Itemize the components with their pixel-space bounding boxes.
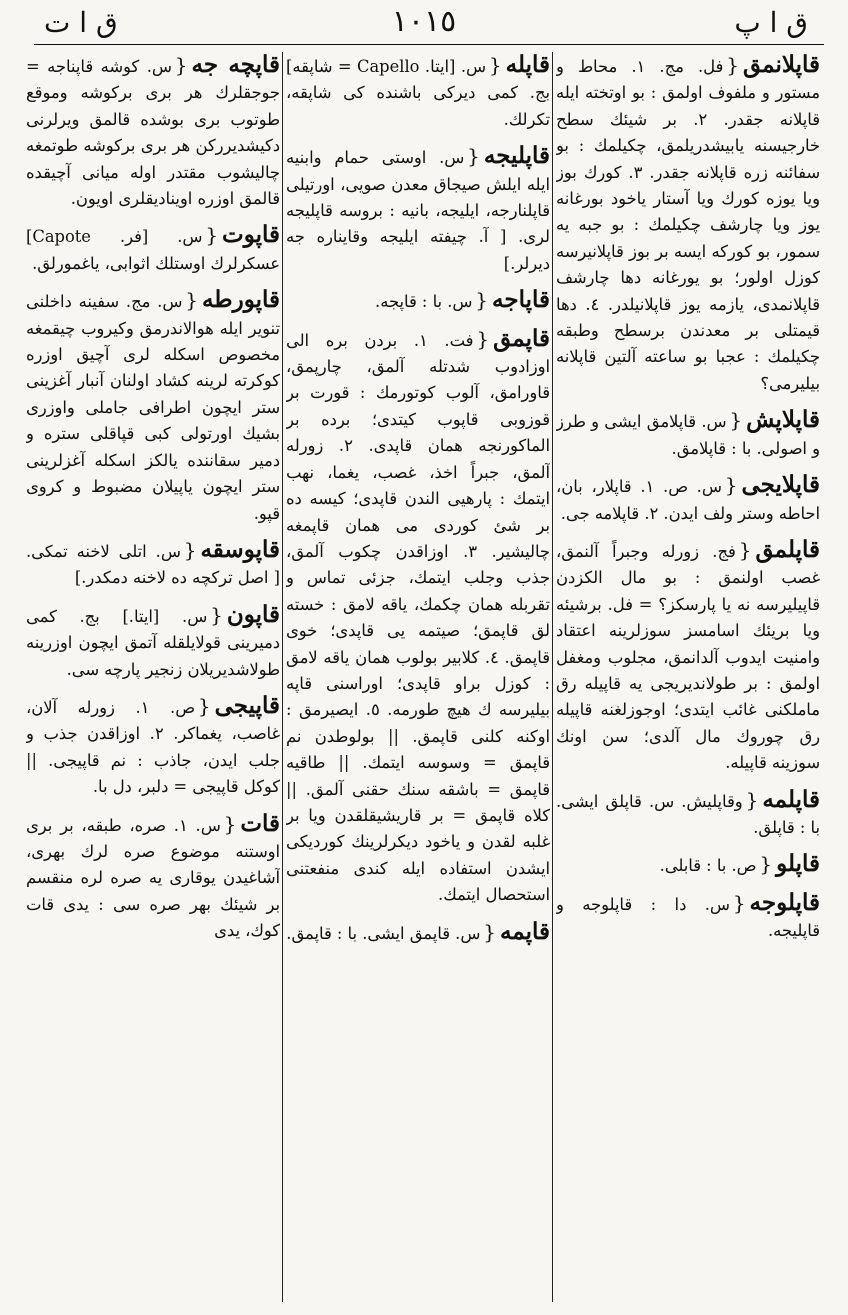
running-head-left: ق ا ت	[44, 6, 118, 39]
column-left	[26, 52, 280, 1302]
definition: ص. ١. زورله آلان، غاصب، يغماكر. ٢. اوزاقدن جذب و جلب ايدن، جاذب : نم قاپيجی. || كوكل قاپيجی = دلبر، دل با.	[26, 697, 280, 797]
brace-icon: {	[726, 53, 739, 77]
dictionary-entry	[286, 919, 550, 947]
brace-icon: {	[210, 602, 223, 627]
dictionary-entry	[26, 287, 280, 527]
brace-icon: {	[732, 890, 746, 915]
headword: قاپلو	[776, 850, 820, 878]
definition: س. [ايتا. Capello = شاپقه] بج. كمی ديركی باشنده كی شاپقه، تكرلك.	[286, 57, 550, 129]
definition: س. اوستی حمام وابنيه ايله ايلش صيجاق معدن صويی، اورتيلی قاپلنارجه، ايليجه، بانيه : بروسه قاپليجه لری. [ آ. چيفته ايليجه وقايناره جه ديرلر.]	[286, 148, 550, 273]
definition: س. با : قاپجه.	[375, 292, 473, 312]
definition: س. ص. ١. قاپلار، بان، احاطه وستر ولف ايدن. ٢. قاپلامه جی.	[556, 477, 820, 523]
headword: قاپلايجی	[741, 471, 820, 499]
definition: ص. با : قابلی.	[659, 856, 757, 876]
headword: قاپمه	[499, 917, 550, 945]
headword: قاپلوجه	[749, 888, 820, 916]
headword: قاپورطه	[201, 286, 280, 314]
dictionary-entry	[26, 602, 280, 683]
dictionary-entry	[26, 52, 280, 212]
brace-icon: {	[724, 473, 738, 498]
column-divider	[282, 52, 283, 1302]
dictionary-entry	[26, 811, 280, 945]
brace-icon: {	[223, 811, 237, 836]
brace-icon: {	[185, 288, 198, 313]
headword: قات	[240, 809, 280, 837]
dictionary-entry	[556, 537, 820, 777]
definition: س. مج. سفينه داخلنی تنوير ايله هوالاندرمق وكيروب چيقمغه مخصوص اسكله لری آچيق اوزره كوكرته لرينه كشاد اولنان آنبار آغزينی ستر ايچون اطرافی جاملی واوزری بشيك اورتولی كبی قپاقلی ستره و دمير سقاننده يالكز اسكله آغزلرينی ستر ايچون ياپيلان مضبوط و كروی قپو.	[26, 292, 280, 523]
brace-icon: {	[183, 537, 197, 562]
dictionary-entry	[26, 222, 280, 277]
dictionary-entry	[556, 890, 820, 945]
column-right	[556, 52, 820, 1302]
definition: س. دا : قاپلوجه و قاپليجه.	[556, 894, 820, 941]
headword: قاپيجی	[214, 691, 280, 719]
page-header	[0, 0, 848, 44]
column-divider	[552, 52, 553, 1302]
definition: س. قاپمق ايشی. با : قاپمق.	[286, 923, 481, 943]
definition: فج. زورله وجبراً آلنمق، غصب اولنمق : بو مال الكزدن قاپيليرسه نه يا پارسكز؟ = فل. برشيئه ويا بريئك اسامسز سوزلرينه اعتقاد وامنيت ايدوب آلدانمق، مجلوب ومغفل اولمق : بر طولانديريجی يه قاپيله رق ماملكنی غائب ايتدی؛ اوجوزلغنه قاپيله رق چوروك مال آلدی؛ سن اونك سوزينه قاپيله.	[556, 541, 820, 773]
dictionary-columns	[26, 52, 820, 1302]
page-number: ١٠١٥	[391, 4, 457, 39]
brace-icon: {	[197, 693, 211, 718]
definition: س. كوشه قاپناجه = جوجقلرك هر بری بركوشه وموقع طوتوب بری بوشده قالمق ويرلرنی دكيشديرركن هر بری بركوشه طوتمغه چاليشوب مقتدر اوله ميانی آچيقده قالمق اوزره اويناديقلری اويون.	[26, 57, 280, 209]
brace-icon: {	[467, 144, 480, 169]
definition: وقاپليش. س. قاپلق ايشی. با : قاپلق.	[556, 791, 820, 837]
brace-icon: {	[205, 223, 219, 248]
dictionary-entry	[556, 851, 820, 879]
headword: قاپوسقه	[200, 535, 280, 563]
headword: قاپاجه	[492, 286, 550, 314]
brace-icon: {	[759, 852, 773, 877]
headword: قاپون	[226, 600, 280, 628]
brace-icon: {	[738, 537, 752, 562]
headword: قاپله	[505, 52, 550, 78]
brace-icon: {	[483, 919, 496, 944]
brace-icon: {	[174, 53, 188, 77]
dictionary-entry	[26, 537, 280, 592]
dictionary-entry	[556, 472, 820, 527]
dictionary-entry	[286, 143, 550, 277]
dictionary-entry	[556, 407, 820, 462]
dictionary-entry	[556, 52, 820, 397]
column-middle	[286, 52, 550, 1302]
definition: س. قاپلامق ايشی و طرز و اصولی. با : قاپلامق.	[556, 412, 820, 458]
definition: س. اتلی لاخنه تمكی. [ اصل تركچه ده لاخنه دمكدر.]	[26, 541, 280, 588]
headword: قاپوت	[222, 221, 280, 249]
headword: قاپچه جه	[191, 52, 280, 78]
brace-icon: {	[488, 53, 502, 77]
dictionary-entry	[286, 52, 550, 133]
headword: قاپلانمق	[742, 52, 820, 78]
dictionary-entry	[286, 287, 550, 315]
definition: س. [ايتا.] بج. كمی دميرينی قولايلقله آتمق ايچون اوزرينه طولاشديريلان زنجير پارچه سی.	[26, 606, 280, 679]
definition: فل. مج. ١. محاط و مستور و ملفوف اولمق : بو اوتخته ايله قاپلانه جقدر. ٢. بر شيئك سطح خارجيسنه يابيشدريلمق، چكيلمك : بو سفائنه زره قاپلانه جقدر. ٣. كورك بوز ويا يوزه كورك ويا آستار ياخود بورغانه يوز ويا چارشف چكيلمك : بو جبه يه سمور، بو كوركه ايسه بر بوز قاپلانيرسه كوزل اولور؛ بو يورغانه دها چارشف قاپلانمدی، يازمه يوز قاپلانيلدر. ٤. دها قيمتلی بر معدندن برسطح وطبقه چكيلمك : عجبا بو ساعته آلتين قاپلانه بيليرمی؟	[556, 57, 820, 393]
header-rule	[34, 44, 824, 45]
headword: قاپلمه	[762, 785, 820, 813]
definition: س. ١. صره، طبقه، بر بری اوستنه موضوع صره لرك بهری، آشاغيدن يوقاری يه صره لره منقسم بر شيئك بهر صره سی : يدی قات كوك، يدی	[26, 815, 280, 941]
brace-icon: {	[745, 787, 759, 812]
running-head-right: ق ا پ	[734, 6, 808, 39]
headword: قاپليجه	[483, 142, 550, 170]
headword: قاپلمق	[755, 535, 820, 563]
headword: قاپمق	[493, 324, 550, 352]
brace-icon: {	[475, 288, 489, 313]
brace-icon: {	[729, 408, 743, 433]
dictionary-entry	[556, 787, 820, 842]
definition: س. [فر. Capote] عسكرلرك اوستلك اثوابی، ياغمورلق.	[26, 227, 280, 273]
brace-icon: {	[476, 326, 490, 351]
dictionary-entry	[26, 693, 280, 801]
definition: فت. ١. بردن بره الی اوزادوب شدتله آلمق، چارپمق، قاورامق، آلوب كوتورمك : قورت بر قوزوبی قاپوب كيتدی؛ برده بر الماكورنجه همان قاپدی. ٢. زورله آلمق، جبراً اخذ، غصب، يغما، نهب ايتمك : پارهيی الندن قاپدی؛ كيسه ده بر شئ كوردی می همان قاپمغه چاليشير. ٣. اوزاقدن چكوب آلمق، جذب وجلب ايتمك، جزئی تماس و تقربله همان چكمك، ياقه لامق : خسته لق قاپمق؛ صيتمه يی قاپدی؛ خوی قاپمق. ٤. كلابير بولوب همان ياقه لامق : كوزل براو قاپدی؛ اوراسنی قاپه بيليرسه ك هيچ طورمه. ٥. ايصيرمق : اوكنه كلنی قاپمق. || بولوطدن نم قاپمق = وسوسه ايتمك. || طاقيه قاپمق = باشقه سنك حقنی آلمق. || كلاه قاپمق = بر قاريشيقلقدن ويا بر غلبه لقدن و ياخود ديكرلرينك كورديكی ايشدن استفاده ايله كندی منفعتنی استحصال ايتمك.	[286, 330, 550, 905]
headword: قاپلاپش	[746, 406, 820, 434]
dictionary-entry	[286, 326, 550, 909]
